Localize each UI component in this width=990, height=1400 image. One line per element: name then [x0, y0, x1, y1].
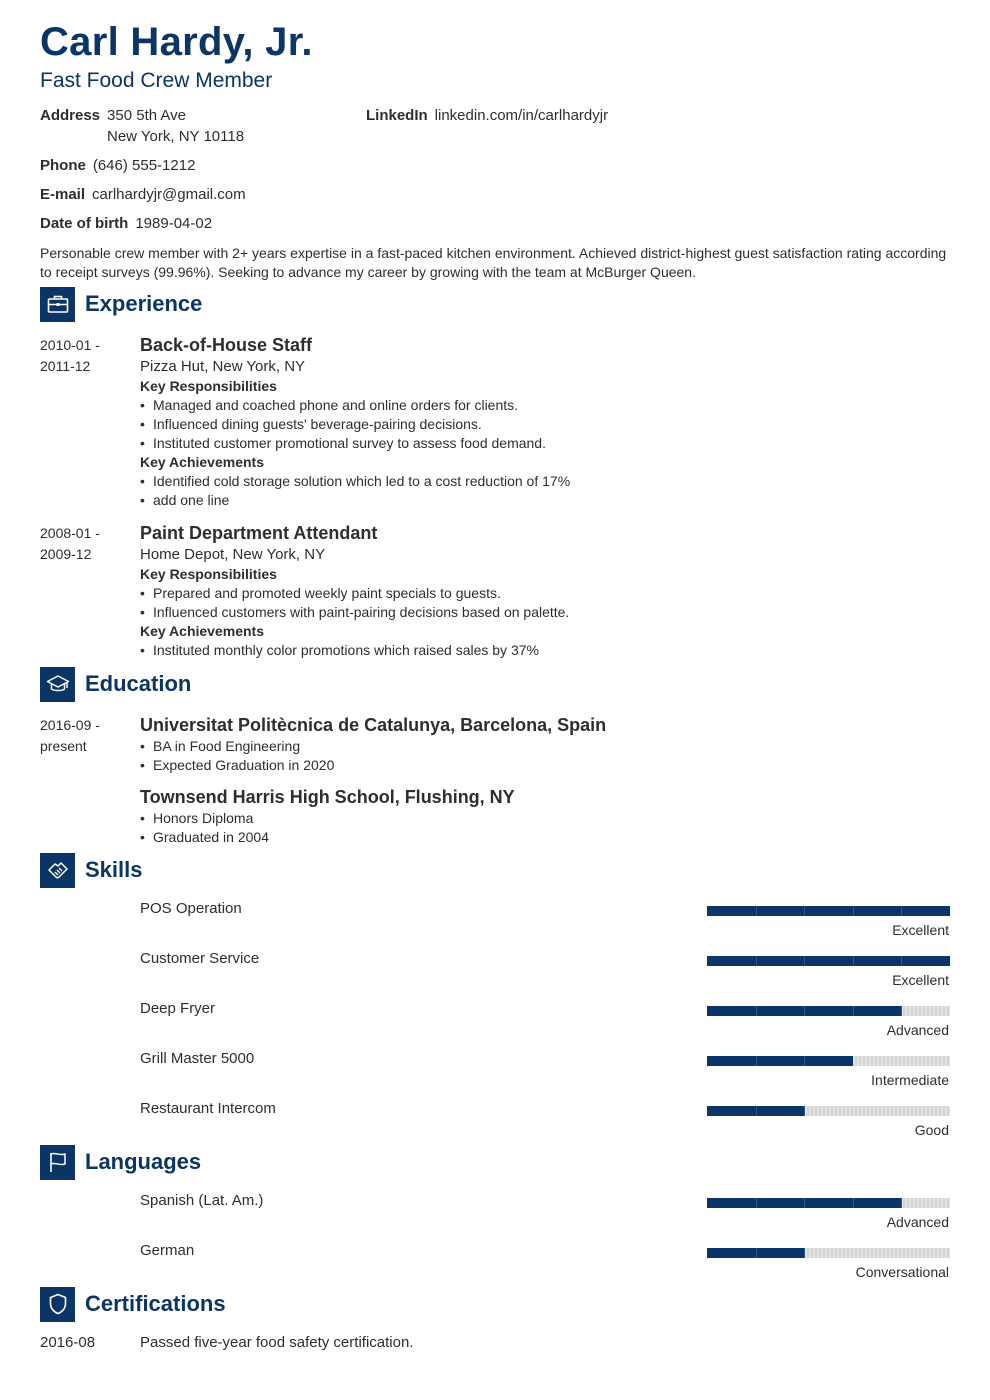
school-1-items	[140, 737, 950, 775]
linkedin-link[interactable]: linkedin.com/in/carlhardyjr	[434, 107, 609, 124]
experience-header	[40, 286, 202, 322]
briefcase-icon	[40, 287, 75, 322]
rating-bar	[707, 1006, 950, 1016]
school-1	[140, 713, 950, 775]
email-block	[40, 184, 246, 205]
rating-level: Excellent	[892, 922, 949, 938]
phone-block	[40, 155, 195, 176]
rating-bar-divider	[756, 1248, 757, 1258]
list-item: • Graduated in 2004	[140, 828, 950, 847]
list-item: • Prepared and promoted weekly paint specials to guests.	[140, 584, 950, 603]
list-item: • BA in Food Engineering	[140, 737, 950, 756]
list-item: • Expected Graduation in 2020	[140, 756, 950, 775]
email-label: E-mail	[40, 186, 86, 203]
education-title: Education	[85, 671, 192, 696]
rating-bar-fill	[707, 956, 950, 966]
rating-bar-divider	[853, 956, 854, 966]
rating-bar	[707, 956, 950, 966]
skill-name: Restaurant Intercom	[140, 1100, 276, 1117]
phone-label: Phone	[40, 157, 86, 174]
candidate-name: Carl Hardy, Jr.	[40, 20, 313, 64]
skill-name: Deep Fryer	[140, 1000, 216, 1017]
rating-level: Good	[914, 1122, 949, 1138]
skill-name: Grill Master 5000	[140, 1050, 255, 1067]
dob-label: Date of birth	[40, 215, 129, 232]
rating-bar-divider	[901, 1006, 902, 1016]
rating-bar-divider	[901, 956, 902, 966]
rating-bar-fill	[707, 906, 950, 916]
job-2-ach-label: Key Achievements	[140, 623, 264, 639]
rating-bar	[707, 906, 950, 916]
list-item: • add one line	[140, 491, 950, 510]
address-line2: New York, NY 10118	[107, 128, 245, 145]
rating-bar-divider	[901, 906, 902, 916]
school-2-items	[140, 809, 950, 847]
experience-title: Experience	[85, 291, 203, 316]
rating-bar-divider	[756, 1056, 757, 1066]
rating-bar	[707, 1248, 950, 1258]
job-1-achievements	[140, 472, 950, 510]
list-item: • Instituted customer promotional survey to assess food demand.	[140, 434, 950, 453]
profile-summary: Personable crew member with 2+ years expertise in a fast-paced kitchen environment. Achieved district-highest guest satisfaction rating according to receipt surveys (99.96%). Seeking to advance my career by growing with the team at McBurger Queen.	[40, 245, 947, 280]
rating-bar-divider	[901, 1198, 902, 1208]
rating-bar-divider	[804, 906, 805, 916]
rating-bar-divider	[853, 1198, 854, 1208]
rating-bar-divider	[804, 956, 805, 966]
skills-header	[40, 852, 142, 888]
job-1-dates	[40, 335, 100, 377]
rating-level: Intermediate	[871, 1072, 949, 1088]
skill-name: German	[140, 1242, 195, 1259]
rating-bar-divider	[853, 1006, 854, 1016]
cert-1-date: 2016-08	[40, 1334, 96, 1351]
job-1	[140, 333, 950, 510]
rating-bar-divider	[756, 1106, 757, 1116]
rating-bar-divider	[756, 1006, 757, 1016]
certifications-title: Certifications	[85, 1291, 226, 1316]
education-header	[40, 666, 191, 702]
rating-bar-divider	[804, 1056, 805, 1066]
list-item: • Influenced customers with paint-pairing decisions based on palette.	[140, 603, 950, 622]
languages-header	[40, 1144, 201, 1180]
address-line1: 350 5th Ave	[107, 107, 186, 124]
skills-title: Skills	[85, 857, 143, 882]
job-2-title: Paint Department Attendant	[140, 523, 378, 543]
list-item: • Honors Diploma	[140, 809, 950, 828]
rating-bar-divider	[756, 956, 757, 966]
rating-level: Excellent	[892, 972, 949, 988]
job-2-resp-label: Key Responsibilities	[140, 566, 277, 582]
job-1-date-end: 2011-12	[40, 358, 91, 374]
job-1-title: Back-of-House Staff	[140, 335, 313, 355]
job-1-ach-label: Key Achievements	[140, 454, 264, 470]
cert-1-text: Passed five-year food safety certification.	[140, 1334, 414, 1351]
linkedin-block	[366, 105, 608, 126]
job-2-dates	[40, 523, 100, 565]
job-2	[140, 521, 950, 660]
job-1-responsibilities	[140, 396, 950, 453]
job-title: Fast Food Crew Member	[40, 69, 273, 92]
handshake-icon	[40, 853, 75, 888]
school-1-date-start: 2016-09 -	[40, 717, 100, 733]
rating-bar	[707, 1056, 950, 1066]
rating-bar-divider	[756, 906, 757, 916]
rating-bar-fill	[707, 1056, 853, 1066]
job-2-date-start: 2008-01 -	[40, 525, 100, 541]
rating-bar-divider	[804, 1106, 805, 1116]
job-2-achievements	[140, 641, 950, 660]
list-item: • Managed and coached phone and online orders for clients.	[140, 396, 950, 415]
job-2-responsibilities	[140, 584, 950, 622]
rating-level: Advanced	[886, 1022, 949, 1038]
address-label: Address	[40, 107, 101, 124]
school-2	[140, 785, 950, 847]
dob-block	[40, 213, 212, 234]
phone-value: (646) 555-1212	[92, 157, 196, 174]
flag-icon	[40, 1145, 75, 1180]
rating-bar-divider	[804, 1248, 805, 1258]
school-2-name: Townsend Harris High School, Flushing, NY	[140, 787, 515, 807]
rating-level: Advanced	[886, 1214, 949, 1230]
email-value[interactable]: carlhardyjr@gmail.com	[92, 186, 246, 203]
school-1-date-end: present	[40, 738, 87, 754]
job-1-date-start: 2010-01 -	[40, 337, 100, 353]
rating-level: Conversational	[855, 1264, 949, 1280]
address-block	[40, 105, 245, 145]
skill-name: Customer Service	[140, 950, 260, 967]
list-item: • Instituted monthly color promotions which raised sales by 37%	[140, 641, 950, 660]
shield-icon	[40, 1287, 75, 1322]
rating-bar	[707, 1106, 950, 1116]
job-1-org: Pizza Hut, New York, NY	[140, 358, 306, 375]
job-1-resp-label: Key Responsibilities	[140, 378, 277, 394]
linkedin-label: LinkedIn	[366, 107, 428, 124]
graduation-cap-icon	[40, 667, 75, 702]
rating-bar-divider	[804, 1198, 805, 1208]
job-2-org: Home Depot, New York, NY	[140, 546, 326, 563]
rating-bar	[707, 1198, 950, 1208]
skill-name: Spanish (Lat. Am.)	[140, 1192, 264, 1209]
school-1-dates	[40, 715, 100, 757]
dob-value: 1989-04-02	[135, 215, 213, 232]
certifications-header	[40, 1286, 226, 1322]
skill-name: POS Operation	[140, 900, 242, 917]
list-item: • Identified cold storage solution which led to a cost reduction of 17%	[140, 472, 950, 491]
rating-bar-divider	[853, 906, 854, 916]
list-item: • Influenced dining guests' beverage-pairing decisions.	[140, 415, 950, 434]
rating-bar-divider	[804, 1006, 805, 1016]
rating-bar-divider	[756, 1198, 757, 1208]
school-1-name: Universitat Politècnica de Catalunya, Barcelona, Spain	[140, 715, 607, 735]
languages-title: Languages	[85, 1149, 202, 1174]
job-2-date-end: 2009-12	[40, 546, 92, 562]
